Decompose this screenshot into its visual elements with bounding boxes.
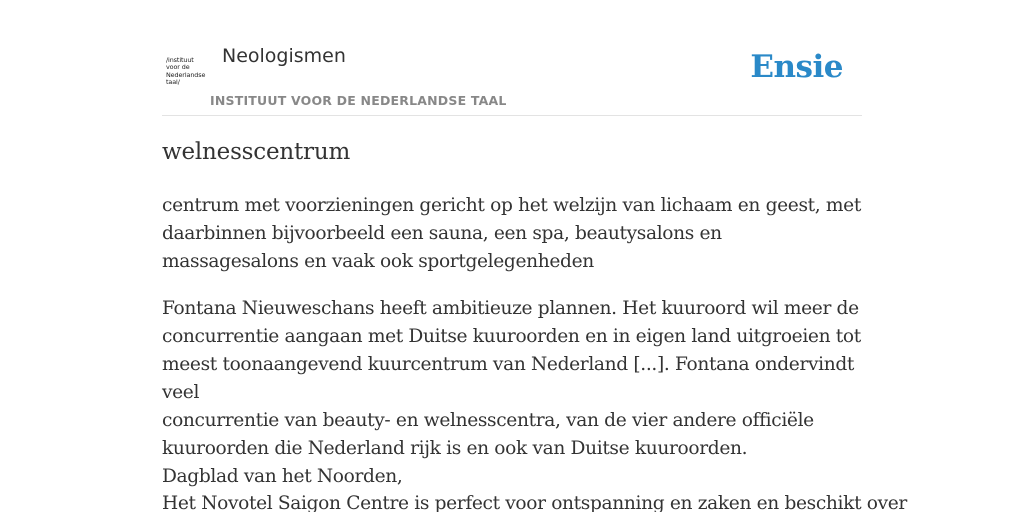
entry-title: welnesscentrum: [162, 139, 351, 165]
citation-text: [162, 295, 862, 463]
citation-text-2: Het Novotel Saigon Centre is perfect voor ontspanning en zaken en beschikt over: [162, 493, 907, 512]
institute-logo[interactable]: [166, 57, 206, 87]
definition-text: centrum met voorzieningen gericht op het welzijn van lichaam en geest, met daarbinnen bijvoorbeeld een sauna, een spa, beautysalons en massagesalons en vaak ook sportgelegenheden: [162, 195, 861, 272]
logo-line: taal/: [166, 78, 180, 87]
logo-line: /instituut: [166, 56, 194, 64]
logo-line: voor de: [166, 63, 190, 72]
entry-definition: [162, 192, 862, 276]
site-subtitle: INSTITUUT VOOR DE NEDERLANDSE TAAL: [210, 93, 507, 108]
logo-line: Nederlandse: [166, 70, 206, 79]
citation-line: kuuroorden die Nederland rijk is en ook van Duitse kuuroorden.: [162, 438, 748, 459]
citation-block-2: [162, 490, 907, 512]
citation-line: Fontana Nieuweschans heeft ambitieuze plannen. Het kuuroord wil meer de: [162, 298, 859, 319]
page: [162, 0, 907, 512]
site-title[interactable]: Neologismen: [222, 45, 346, 67]
citation-line: concurrentie van beauty- en welnesscentra, van de vier andere officiële: [162, 410, 814, 431]
citation-block: [162, 295, 862, 491]
citation-line: meest toonaangevend kuurcentrum van Nederland [...]. Fontana ondervindt veel: [162, 354, 855, 403]
citation-source: Dagblad van het Noorden,: [162, 466, 403, 487]
site-header: [162, 0, 862, 116]
citation-line: concurrentie aangaan met Duitse kuuroorden en in eigen land uitgroeien tot: [162, 326, 861, 347]
ensie-brand-logo[interactable]: Ensie: [750, 49, 843, 85]
